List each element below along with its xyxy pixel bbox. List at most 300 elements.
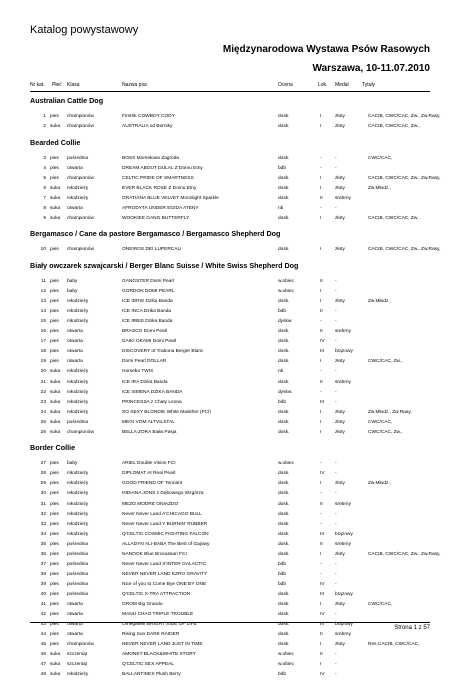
class: pośrednia <box>67 581 89 587</box>
dog-name: BRASCO Domi Pearl <box>122 329 168 335</box>
table-row <box>0 550 452 560</box>
placement: III <box>320 531 324 537</box>
class: młodzieży <box>67 409 89 415</box>
sex: suka <box>50 124 61 130</box>
rating: dosk. <box>278 175 290 181</box>
titles: CACIB, CWC/CAC, Zw., Zw.Rasy, <box>368 175 441 181</box>
dog-name: ONEIROS DEI LUPERCALI <box>122 247 182 253</box>
sex: pies <box>50 329 59 335</box>
medal: - <box>335 612 337 618</box>
medal: złoty <box>335 299 345 305</box>
rating: dosk. <box>278 349 290 355</box>
class: championów <box>67 124 94 130</box>
placement: - <box>320 491 322 497</box>
sex: pies <box>50 359 59 365</box>
placement: I <box>320 409 322 415</box>
rating: dosk. <box>278 155 290 161</box>
rating: dosk. <box>278 471 290 477</box>
sex: suka <box>50 205 61 211</box>
dog-name: AFRODYTA UNDER EGIDA ATENY <box>122 205 199 211</box>
table-row <box>0 428 452 438</box>
table-row <box>0 184 452 194</box>
dog-name: GRATIANA BLUE VELVET Moonlight Sparkle <box>122 195 219 201</box>
table-row <box>0 560 452 570</box>
table-row <box>0 367 452 377</box>
rating: dosk. <box>278 602 290 607</box>
medal: - <box>335 652 337 658</box>
table-row <box>0 398 452 408</box>
dog-name: Q'CELTIC COSMIC FIGHTING FALCON <box>122 531 209 537</box>
medal: - <box>335 672 337 678</box>
rating: bdb <box>278 672 287 678</box>
class: otwarta <box>67 329 83 335</box>
table-row <box>0 500 452 510</box>
dog-name: OmegaMin BRIGHT SIDE OF LIFE <box>122 622 197 628</box>
table-row <box>0 459 452 469</box>
dog-name: ALLADYN ALI-BABA The Best of Gajowy <box>122 541 210 547</box>
breed-heading: Border Collie <box>30 443 76 453</box>
rating: dosk. <box>278 429 290 435</box>
rating: dosk. <box>278 622 290 628</box>
rating: bdb <box>278 571 287 577</box>
dog-name: Q'CELTIC SEX APPEAL <box>122 662 175 668</box>
sex: suka <box>50 215 61 221</box>
class: pośrednia <box>67 155 89 161</box>
rating: bdb <box>278 581 287 587</box>
table-row <box>0 540 452 550</box>
catalog-number: 13 <box>40 299 46 305</box>
catalog-number: 24 <box>40 409 46 415</box>
placement: I <box>320 602 322 607</box>
class: młodzieży <box>67 471 89 477</box>
medal: - <box>335 339 337 345</box>
catalog-number: 27 <box>40 461 46 467</box>
rating: w.obiec <box>278 279 294 284</box>
breed-heading: Australian Cattle Dog <box>30 96 104 105</box>
placement: I <box>320 175 322 181</box>
class: młodzieży <box>67 319 89 325</box>
rating: nb <box>278 369 284 375</box>
sex: pies <box>50 279 59 284</box>
medal: złoty <box>335 215 345 221</box>
catalog-number: 42 <box>40 612 46 618</box>
catalog-number: 41 <box>40 602 46 607</box>
placement: III <box>320 622 324 628</box>
event-title: Międzynarodowa Wystawa Psów Rasowych <box>222 44 430 55</box>
catalog-number: 4 <box>43 165 46 171</box>
dog-name: NEVER NEVER LAND JUST IN TIME <box>122 642 203 648</box>
rating: dosk. <box>278 501 290 507</box>
medal: brązowy <box>335 349 353 355</box>
catalog-number: 46 <box>40 652 46 658</box>
catalog-number: 23 <box>40 399 46 405</box>
medal: srebrny <box>335 501 351 507</box>
class: szczeniąt <box>67 652 87 658</box>
catalog-number: 19 <box>40 359 46 365</box>
table-row <box>0 297 452 307</box>
class: młodzieży <box>67 299 89 305</box>
footer-rule <box>30 622 430 623</box>
dog-name: DREAM ABOUT DULAL Z Domu Etny <box>122 165 203 171</box>
sex: suka <box>50 409 61 415</box>
class: szczeniąt <box>67 662 87 668</box>
dog-name: GANGSTER Domi Pearl <box>122 279 174 284</box>
table-row <box>0 418 452 428</box>
placement: IV <box>320 612 325 618</box>
table-row <box>0 122 452 132</box>
catalog-number: 43 <box>40 622 46 628</box>
table-row <box>0 580 452 590</box>
sex: pies <box>50 165 59 171</box>
rating: w.obiec <box>278 461 294 467</box>
placement: I <box>320 359 322 365</box>
dog-name: Never Never Land Y BURNIN' RUBBER <box>122 521 208 527</box>
rating: nb <box>278 205 284 211</box>
catalog-number: 17 <box>40 339 46 345</box>
placement: I <box>320 247 322 253</box>
breed-heading: Biały owczarek szwajcarski / Berger Blanc Suisse / White Swiss Shepherd Dog <box>30 261 299 270</box>
dog-name: GROM Big Grandu <box>122 602 163 607</box>
dog-name: NANOOK Blue Brocassari FCI <box>122 551 187 557</box>
rating: dosk. <box>278 339 290 345</box>
sex: suka <box>50 429 61 435</box>
table-row <box>0 245 452 255</box>
rating: dyskw. <box>278 319 293 325</box>
sex: pies <box>50 581 59 587</box>
catalog-number: 14 <box>40 309 46 315</box>
class: młodzieży <box>67 309 89 315</box>
catalog-number: 32 <box>40 511 46 517</box>
medal: - <box>335 662 337 668</box>
titles: CACIB, CWC/CAC, Zw., <box>368 124 420 130</box>
medal: - <box>335 471 337 477</box>
rating: dosk. <box>278 185 290 191</box>
medal: - <box>335 165 337 171</box>
table-row <box>0 214 452 224</box>
rating: dosk. <box>278 511 290 517</box>
rating: dosk. <box>278 419 290 425</box>
sex: pies <box>50 491 59 497</box>
sex: pies <box>50 349 59 355</box>
table-row <box>0 164 452 174</box>
rating: dosk. <box>278 359 290 365</box>
placement: IV <box>320 672 325 678</box>
dog-name: EVER BLACK ROSE Z Domu Etny <box>122 185 197 191</box>
rating: dosk. <box>278 491 290 497</box>
table-row <box>0 337 452 347</box>
sex: pies <box>50 571 59 577</box>
class: otwarta <box>67 165 83 171</box>
medal: złoty <box>335 551 345 557</box>
placement: - <box>320 205 322 211</box>
placement: I <box>320 185 322 191</box>
dog-name: MEGI VOM ALTVILSTAL <box>122 419 175 425</box>
table-row <box>0 590 452 600</box>
dog-name: ARIEL Double Vision FCI <box>122 461 176 467</box>
medal: - <box>335 205 337 211</box>
class: championów <box>67 247 94 253</box>
header-rule <box>30 91 430 92</box>
titles: Zw.Młodz., <box>368 299 391 305</box>
placement: I <box>320 419 322 425</box>
catalog-number: 9 <box>43 215 46 221</box>
catalog-number: 35 <box>40 541 46 547</box>
col-name: Nazwa psa <box>122 82 147 88</box>
dog-name: CELTIC PRIDE OF SMARTNESS <box>122 175 194 181</box>
sex: pies <box>50 339 59 345</box>
dog-name: AMONET BLACK&WHITE STORY <box>122 652 196 658</box>
document-title: Katalog powystawowy <box>30 24 139 36</box>
class: otwarta <box>67 349 83 355</box>
catalog-number: 38 <box>40 571 46 577</box>
class: championów <box>67 429 94 435</box>
dog-name: SO SEXY BLONDIE White Maisther (FCI) <box>122 409 211 415</box>
class: młodzieży <box>67 672 89 678</box>
dog-name: WOOKIEE GANG BUTTERFLY <box>122 215 190 221</box>
catalog-number: 6 <box>43 185 46 191</box>
rating: w.obiec <box>278 662 294 668</box>
col-nr: Nr kat. <box>30 82 45 88</box>
dog-name: DISCOVERY of Trabona Berger Blanc <box>122 349 204 355</box>
medal: złoty <box>335 481 345 487</box>
catalog-number: 28 <box>40 471 46 477</box>
placement: II <box>320 195 323 201</box>
table-row <box>0 640 452 650</box>
event-date: Warszawa, 10-11.07.2010 <box>312 63 430 74</box>
placement: - <box>320 511 322 517</box>
placement: I <box>320 299 322 305</box>
medal: srebrny <box>335 379 351 385</box>
dog-name: BELLA ZORA Biała Pasja <box>122 429 177 435</box>
placement: I <box>320 481 322 487</box>
sex: pies <box>50 561 59 567</box>
class: baby <box>67 279 78 284</box>
class: pośrednia <box>67 571 89 577</box>
placement: II <box>320 632 323 638</box>
col-sex: Płeć <box>52 82 62 88</box>
table-row <box>0 570 452 580</box>
rating: bdb <box>278 309 287 315</box>
titles: CACIB, CWC/CAC, Zw., <box>368 215 420 221</box>
medal: - <box>335 491 337 497</box>
class: młodzieży <box>67 491 89 497</box>
sex: suka <box>50 369 61 375</box>
medal: srebrny <box>335 329 351 335</box>
sex: pies <box>50 521 59 527</box>
sex: pies <box>50 642 59 648</box>
class: młodzieży <box>67 511 89 517</box>
rating: dosk. <box>278 541 290 547</box>
class: młodzieży <box>67 379 89 385</box>
dog-name: Rising Sun DARK RAIDER <box>122 632 180 638</box>
rating: dosk. <box>278 299 290 305</box>
placement: I <box>320 114 322 119</box>
table-row <box>0 194 452 204</box>
catalog-number: 21 <box>40 379 46 385</box>
medal: brązowy <box>335 531 353 537</box>
placement: IV <box>320 471 325 477</box>
placement: II <box>320 279 323 284</box>
sex: pies <box>50 591 59 597</box>
sex: suka <box>50 379 61 385</box>
titles: CWC/CAC, <box>368 155 393 161</box>
table-row <box>0 489 452 499</box>
dog-name: Never Never Land X'INTER GALACTIC <box>122 561 207 567</box>
table-row <box>0 388 452 398</box>
placement: III <box>320 591 324 597</box>
placement: II <box>320 379 323 385</box>
catalog-number: 1 <box>43 114 46 119</box>
medal: złoty <box>335 642 345 648</box>
catalog-number: 20 <box>40 369 46 375</box>
sex: pies <box>50 319 59 325</box>
dog-name: PRINCESSA z Chaty Leona <box>122 399 182 405</box>
placement: I <box>320 215 322 221</box>
titles: Zw.Młodz., <box>368 481 391 487</box>
dog-name: ICE IDRIS Dzika Banda <box>122 299 173 305</box>
rating: dosk. <box>278 379 290 385</box>
class: otwarta <box>67 622 83 628</box>
placement: - <box>320 165 322 171</box>
placement: - <box>320 389 322 395</box>
class: otwarta <box>67 612 83 618</box>
placement: - <box>320 571 322 577</box>
sex: pies <box>50 632 59 638</box>
medal: brązowy <box>335 622 353 628</box>
sex: pies <box>50 602 59 607</box>
catalog-number: 44 <box>40 632 46 638</box>
table-row <box>0 112 452 122</box>
dog-name: BOSS Morsełowa Zagroda <box>122 155 180 161</box>
sex: suka <box>50 652 61 658</box>
catalog-number: 34 <box>40 531 46 537</box>
placement: I <box>320 662 322 668</box>
class: młodzieży <box>67 195 89 201</box>
catalog-number: 36 <box>40 551 46 557</box>
catalog-number: 47 <box>40 662 46 668</box>
sex: pies <box>50 114 59 119</box>
class: championów <box>67 114 94 119</box>
titles: CWC/CAC, <box>368 419 393 425</box>
medal: - <box>335 581 337 587</box>
catalog-number: 10 <box>40 247 46 253</box>
placement: - <box>320 155 322 161</box>
sex: pies <box>50 511 59 517</box>
table-row <box>0 610 452 620</box>
catalog-number: 8 <box>43 205 46 211</box>
table-row <box>0 510 452 520</box>
medal: - <box>335 279 337 284</box>
rating: dosk. <box>278 195 290 201</box>
titles: Res.CACIB, CWC/CAC, <box>368 642 420 648</box>
table-row <box>0 204 452 214</box>
col-lok: Lok. <box>318 82 328 88</box>
table-row <box>0 469 452 479</box>
table-row <box>0 154 452 164</box>
medal: złoty <box>335 114 345 119</box>
placement: - <box>320 461 322 467</box>
medal: srebrny <box>335 632 351 638</box>
titles: Zw.Młodz., <box>368 185 391 191</box>
class: championów <box>67 215 94 221</box>
sex: suka <box>50 185 61 191</box>
class: pośrednia <box>67 591 89 597</box>
rating: bdb <box>278 399 287 405</box>
titles: Zw.Młodz., Zw.Rasy, <box>368 409 412 415</box>
medal: - <box>335 561 337 567</box>
class: młodzieży <box>67 185 89 191</box>
rating: dosk. <box>278 531 290 537</box>
table-row <box>0 670 452 680</box>
catalog-number: 29 <box>40 481 46 487</box>
medal: - <box>335 521 337 527</box>
catalog-number: 30 <box>40 491 46 497</box>
sex: suka <box>50 195 61 201</box>
sex: pies <box>50 461 59 467</box>
medal: - <box>335 309 337 315</box>
class: młodzieży <box>67 521 89 527</box>
rating: dosk. <box>278 591 290 597</box>
catalog-number: 33 <box>40 521 46 527</box>
placement: - <box>320 369 322 375</box>
sex: pies <box>50 289 59 295</box>
sex: suka <box>50 399 61 405</box>
medal: - <box>335 155 337 161</box>
rating: dosk. <box>278 215 290 221</box>
class: otwarta <box>67 205 83 211</box>
dog-name: ICE IRBIS Dzika Banda <box>122 319 173 325</box>
sex: suka <box>50 419 61 425</box>
placement: III <box>320 399 324 405</box>
medal: - <box>335 399 337 405</box>
table-row <box>0 317 452 327</box>
sex: pies <box>50 175 59 181</box>
rating: dosk. <box>278 329 290 335</box>
titles: CWC/CAC, <box>368 602 393 607</box>
medal: - <box>335 289 337 295</box>
placement: - <box>320 561 322 567</box>
titles: CACIB, CWC/CAC, Zw., Zw.Rasy, <box>368 247 441 253</box>
medal: złoty <box>335 359 345 365</box>
table-row <box>0 174 452 184</box>
rating: dosk. <box>278 247 290 253</box>
catalog-number: 18 <box>40 349 46 355</box>
sex: pies <box>50 531 59 537</box>
sex: pies <box>50 247 59 253</box>
class: pośrednia <box>67 419 89 425</box>
medal: srebrny <box>335 541 351 547</box>
class: młodzieży <box>67 369 89 375</box>
medal: srebrny <box>335 195 351 201</box>
dog-name: DAIKI OKAMI Domi Pearl <box>122 339 177 345</box>
placement: IV <box>320 339 325 345</box>
sex: pies <box>50 299 59 305</box>
catalog-number: 12 <box>40 289 46 295</box>
catalog-number: 11 <box>41 279 46 284</box>
class: młodzieży <box>67 399 89 405</box>
medal: - <box>335 369 337 375</box>
catalog-number: 31 <box>40 501 46 507</box>
dog-name: BALLANTINES Plush Berry <box>122 672 181 678</box>
table-row <box>0 378 452 388</box>
class: championów <box>67 175 94 181</box>
placement: I <box>320 551 322 557</box>
rating: dyskw. <box>278 389 293 395</box>
table-row <box>0 600 452 610</box>
table-row <box>0 630 452 640</box>
rating: dosk. <box>278 114 290 119</box>
medal: brązowy <box>335 591 353 597</box>
